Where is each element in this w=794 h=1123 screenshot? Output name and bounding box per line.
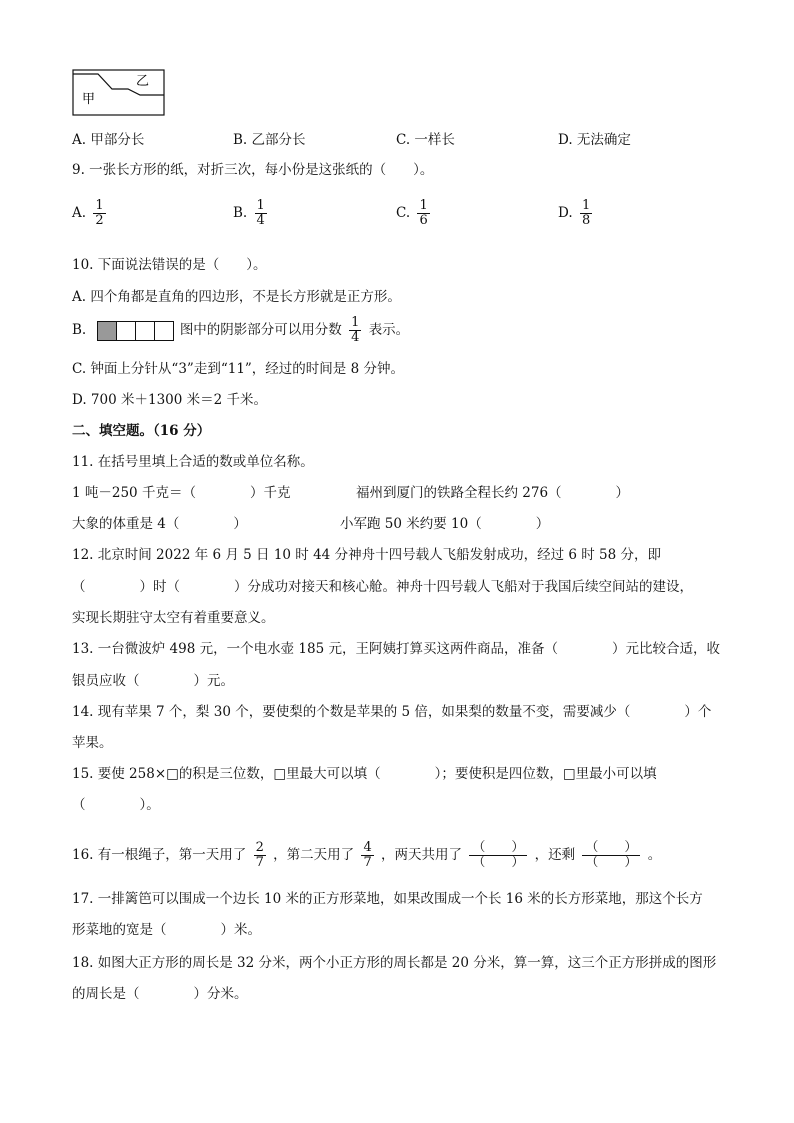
q10-strip-figure	[97, 321, 174, 341]
q11-part2: 福州到厦门的铁路全程长约 276（ ）	[356, 485, 630, 501]
q13-line1: 13. 一台微波炉 498 元，一个电水壶 185 元，王阿姨打算买这两件商品，准备（ ）元比较合适，收	[72, 641, 720, 657]
q10-option-d[interactable]: D. 700 米＋1300 米＝2 千米。	[72, 392, 268, 408]
strip-cell	[135, 321, 155, 341]
q9-option-c-letter: C.	[396, 205, 411, 221]
q8-option-b[interactable]: B. 乙部分长	[233, 132, 306, 148]
q10-option-b-letter: B.	[72, 322, 87, 338]
q9-option-c-fraction: $\frac{1}{6}$	[419, 198, 428, 228]
q10-option-b-text2: 表示。	[368, 322, 410, 338]
q17-line1: 17. 一排篱笆可以围成一个边长 10 米的正方形菜地，如果改围成一个长 16 米的长方形菜地，那这个长方	[72, 891, 703, 907]
q16-fraction-day1: $\frac{2}{7}$	[255, 840, 264, 870]
q10-option-a[interactable]: A. 四个角都是直角的四边形，不是长方形就是正方形。	[72, 289, 401, 305]
q16-text3: ，两天共用了	[381, 847, 463, 863]
q15-line2: （ ）。	[72, 797, 160, 813]
q11-part3: 大象的体重是 4（ ）	[72, 516, 247, 532]
q9-option-c[interactable]	[396, 199, 433, 228]
q16-line	[72, 841, 661, 870]
q16-blank-fraction-remaining[interactable]: $\frac{( )}{( )}$	[582, 841, 640, 870]
q16-text1: 16. 有一根绳子，第一天用了	[72, 847, 247, 863]
q18-line1: 18. 如图大正方形的周长是 32 分米，两个小正方形的周长都是 20 分米，算一算，这三个正方形拼成的图形	[72, 955, 717, 971]
q16-text4: ，还剩	[534, 847, 576, 863]
q10-option-b-fraction: $\frac{1}{4}$	[351, 315, 360, 345]
q9-option-d-fraction: $\frac{1}{8}$	[581, 198, 591, 228]
q10-option-b-text1: 图中的阴影部分可以用分数	[179, 322, 342, 338]
q11-part1: 1 吨－250 千克＝（ ）千克	[72, 485, 291, 501]
q10-option-b[interactable]	[72, 316, 409, 345]
q9-option-b-fraction: $\frac{1}{4}$	[256, 198, 265, 228]
q9-stem: 9. 一张长方形的纸，对折三次，每小份是这张纸的（ ）。	[72, 162, 434, 178]
q16-text2: ，第二天用了	[273, 847, 355, 863]
q11-part4: 小军跑 50 米约要 10（ ）	[340, 516, 550, 532]
q11-stem: 11. 在括号里填上合适的数或单位名称。	[72, 454, 314, 470]
q8-option-c[interactable]: C. 一样长	[396, 132, 455, 148]
q10-option-c[interactable]: C. 钟面上分针从“3”走到“11”，经过的时间是 8 分钟。	[72, 361, 404, 377]
q16-text5: 。	[647, 847, 662, 863]
q8-option-a[interactable]: A. 甲部分长	[72, 132, 145, 148]
q14-line2: 苹果。	[72, 735, 113, 751]
q9-option-b[interactable]	[233, 199, 270, 228]
q17-line2: 形菜地的宽是（ ）米。	[72, 922, 261, 938]
q9-option-d-letter: D.	[558, 205, 573, 221]
strip-cell	[116, 321, 136, 341]
q14-line1: 14. 现有苹果 7 个，梨 30 个，要使梨的个数是苹果的 5 倍，如果梨的数量不变，需要减少（ ）个	[72, 704, 712, 720]
q15-line1: 15. 要使 258×□的积是三位数，□里最大可以填（ ）；要使积是四位数，□里最小可以填	[72, 766, 657, 782]
q16-blank-fraction-total[interactable]: $\frac{( )}{( )}$	[469, 841, 527, 870]
label-yi: 乙	[136, 74, 150, 89]
q13-line2: 银员应收（ ）元。	[72, 673, 234, 689]
label-jia: 甲	[82, 92, 96, 107]
q12-line1: 12. 北京时间 2022 年 6 月 5 日 10 时 44 分神舟十四号载人飞船发射成功，经过 6 时 58 分，即	[72, 547, 661, 563]
q9-option-d[interactable]	[558, 199, 595, 228]
q12-line3: 实现长期驻守太空有着重要意义。	[72, 610, 275, 626]
q8-option-d[interactable]: D. 无法确定	[558, 132, 631, 148]
strip-cell-shaded	[97, 321, 117, 341]
q12-line2: （ ）时（ ）分成功对接天和核心舱。神舟十四号载人飞船对于我国后续空间站的建设，	[72, 579, 693, 595]
section-title-fill-in: 二、填空题。（16 分）	[72, 423, 211, 439]
q9-option-b-letter: B.	[233, 205, 248, 221]
q16-fraction-day2: $\frac{4}{7}$	[363, 840, 372, 870]
q9-option-a-letter: A.	[72, 205, 87, 221]
strip-cell	[154, 321, 174, 341]
q9-option-a-fraction: $\frac{1}{2}$	[95, 198, 104, 228]
figure-jia-yi-rectangle	[72, 69, 166, 117]
q10-stem: 10. 下面说法错误的是（ ）。	[72, 257, 267, 273]
q9-option-a[interactable]	[72, 199, 109, 228]
q18-line2: 的周长是（ ）分米。	[72, 986, 248, 1002]
